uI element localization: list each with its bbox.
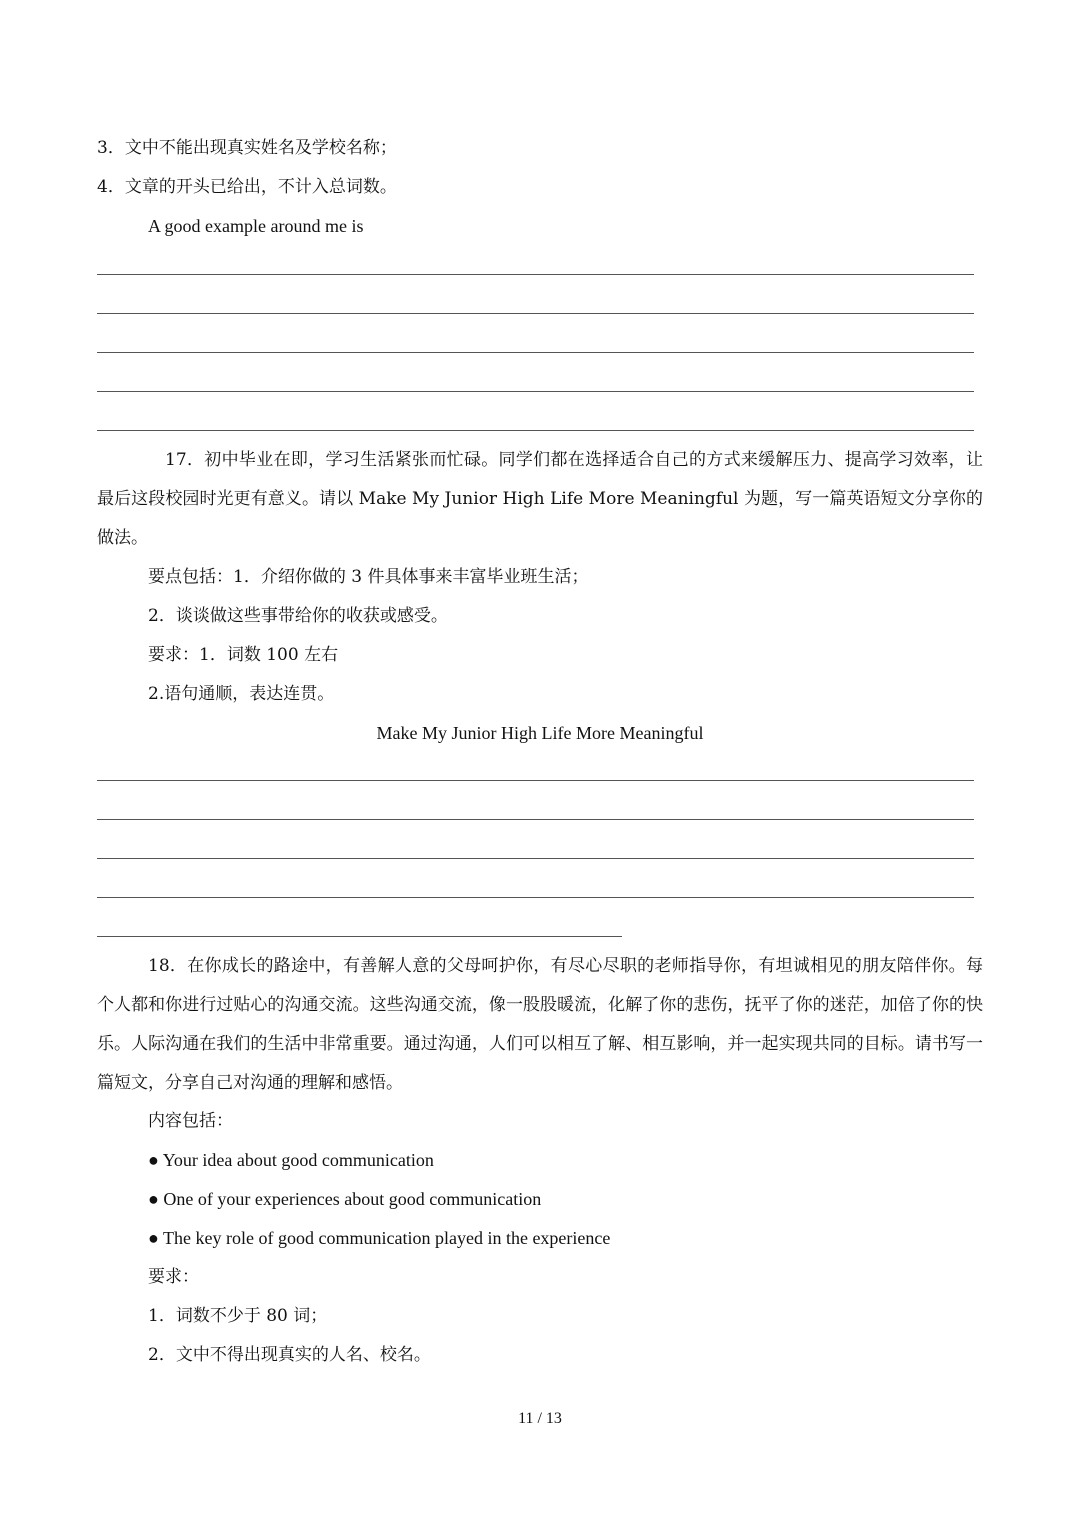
q18-bullet-2: ● One of your experiences about good communication — [148, 1189, 542, 1209]
page-number: 11 / 13 — [518, 1410, 562, 1427]
q17-points-2: 2．谈谈做这些事带给你的收获或感受。 — [148, 606, 448, 626]
q17-points-1: 要点包括：1．介绍你做的 3 件具体事来丰富毕业班生活； — [148, 567, 589, 587]
q16-opening-sentence: A good example around me is — [148, 216, 364, 236]
q17-prompt: 17．初中毕业在即，学习生活紧张而忙碌。同学们都在选择适合自己的方式来缓解压力、提高学习效率，让最后这段校园时光更有意义。请以 Make My Junior High Life More Meaningful 为题，写一篇英语短文分享你的做法。 — [97, 450, 983, 548]
q18-requirement-2: 2．文中不得出现真实的人名、校名。 — [148, 1345, 431, 1365]
q18-requirement-1: 1．词数不少于 80 词； — [148, 1306, 328, 1326]
answer-line — [97, 858, 974, 859]
answer-line — [97, 313, 974, 314]
q18-bullet-1: ● Your idea about good communication — [148, 1150, 434, 1170]
q18-prompt: 18．在你成长的路途中，有善解人意的父母呵护你，有尽心尽职的老师指导你，有坦诚相见的朋友陪伴你。每个人都和你进行过贴心的沟通交流。这些沟通交流，像一股股暖流，化解了你的悲伤，抚平了你的迷茫，加倍了你的快乐。人际沟通在我们的生活中非常重要。通过沟通，人们可以相互了解、相互影响，并一起实现共同的目标。请书写一篇短文，分享自己对沟通的理解和感悟。 — [97, 956, 983, 1093]
q17-requirement-2: 2.语句通顺，表达连贯。 — [148, 684, 335, 704]
answer-line — [97, 936, 622, 937]
q18-content-label: 内容包括： — [148, 1111, 233, 1131]
answer-line — [97, 391, 974, 392]
answer-line — [97, 430, 974, 431]
answer-line — [97, 897, 974, 898]
q18-requirement-label: 要求： — [148, 1267, 199, 1287]
answer-line — [97, 819, 974, 820]
q16-requirement-3: 3．文中不能出现真实姓名及学校名称； — [97, 138, 397, 158]
answer-line — [97, 352, 974, 353]
q17-essay-title: Make My Junior High Life More Meaningful — [376, 723, 704, 743]
answer-line — [97, 780, 974, 781]
q17-requirement-1: 要求：1．词数 100 左右 — [148, 645, 339, 665]
answer-line — [97, 274, 974, 275]
q18-bullet-3: ● The key role of good communication played in the experience — [148, 1228, 611, 1248]
q16-requirement-4: 4．文章的开头已给出，不计入总词数。 — [97, 177, 397, 197]
